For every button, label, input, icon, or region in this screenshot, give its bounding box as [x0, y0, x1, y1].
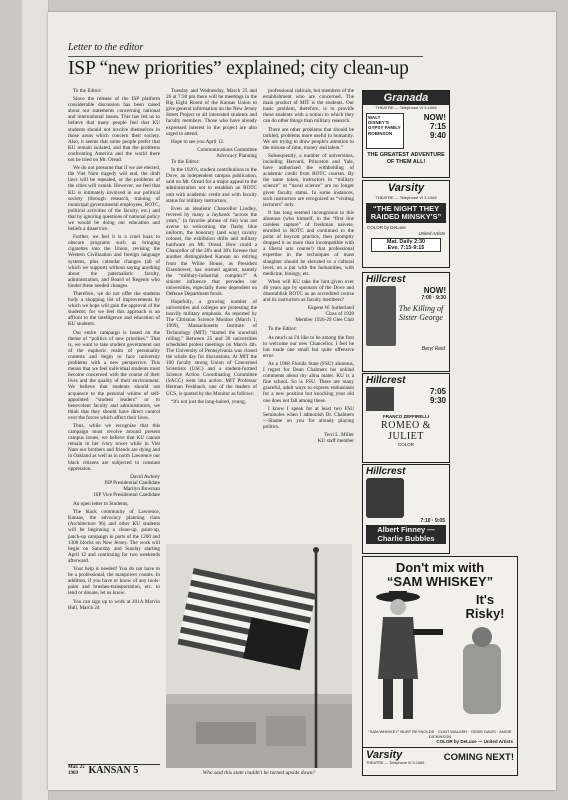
letters-column-2 — [166, 88, 257, 524]
signature-line: Marilyn Bowman — [123, 485, 160, 492]
paragraph: I know I speak for at least two FSU Seminoles when I admonish Dr. Chalmers—Shame on you for already playing politics. — [263, 405, 354, 430]
page-folio — [68, 764, 160, 776]
hillcrest-star: Beryl Reid — [421, 346, 445, 352]
granada-film-poster — [366, 113, 404, 149]
paragraph: Therefore, we do not offer the students body a shopping list of improvements by which we hope will gain the approval of the students; for we feel this approach is an affront to the intelligence and education of KU students. — [68, 291, 160, 328]
sam-varsity-logo: Varsity — [366, 749, 403, 761]
film-still-image — [366, 286, 396, 346]
varsity-tagline: THEATRE — Telephone VI 3-1065 — [375, 195, 437, 200]
sam-varsity-tagline: THEATRE — Telephone VI 3-1065 — [366, 761, 425, 765]
letter-cleanup-body — [68, 501, 160, 611]
signature-line: ISP Vice Presidential Candidate — [93, 492, 160, 498]
page-headline: ISP “new priorities” explained; city clean-up — [68, 58, 409, 79]
paragraph: As much as I'd like to be among the first to welcome our new Chancellor, I feel he has made one small but quite offensive error. — [263, 334, 354, 359]
hillcrest-time: 9:30 — [429, 396, 446, 405]
granada-film-title: GYPSY FAMILY ROBINSON — [368, 125, 401, 136]
hillcrest-film-title: Albert Finney — Charlie Bubbles — [366, 525, 446, 544]
hillcrest-logo: Hillcrest — [366, 466, 406, 477]
signature-line: KU staff member — [317, 438, 354, 445]
sam-small-print: COLOR by DeLuxe — United Artists — [436, 739, 513, 744]
signature-line: Communications Committee — [197, 146, 257, 153]
paragraph: Hope to see you April 12. — [171, 138, 225, 145]
letter-rotc-continued — [263, 88, 354, 303]
paragraph: The black community of Lawrence, Kansas, the advocacy planning class (Architecture 96) and other KU students will be beginning a clean-up, paint-up, patch-up campaign in parts of the 1200 and 1300 blocks on New Jersey. The work will begin on Saturday and Sunday starting April 12 and continuing for two weekends afterward. — [68, 509, 160, 564]
hillcrest-now: NOW! — [423, 286, 446, 295]
paragraph: Subsequently, a number of universities, including Harvard, Princeton and Yale, have authorized the withholding of academic credit from ROTC courses. By the same token, instructors in “military science” or “naval science” are no longer given faculty status. In some instances, such instructors are recognized as “visiting lecturers” only. — [263, 152, 354, 208]
granada-now: NOW! — [423, 113, 446, 122]
signature-line: Member 1926-29 Glee Club — [295, 317, 354, 324]
hillcrest-logo: Hillcrest — [366, 375, 406, 386]
varsity-color: COLOR by DeLuxe — [367, 225, 406, 231]
paragraph: In the 1920's, student contributions to the Dove, an independent campus publication, said on Mt. Oread for a major appeal to the administration not to establish an ROTC unit with academic credit and with faculty status for military instructors. — [166, 167, 257, 204]
hillcrest-logo: Hillcrest — [366, 274, 406, 285]
signature-line: Class of 1928 — [325, 311, 354, 318]
letters-column-3 — [263, 88, 354, 544]
hillcrest-film-title: ROMEO & JULIET — [381, 420, 431, 442]
paragraph: Hopefully, a growing number of universities and colleges are protesting the heavily military emphasis. As reported by The Christian Science Monitor (March 1, 1969), Massachusetts Institute of Technology (MIT) “started the snowball rolling.” Between 25 and 30 universities scheduled protest meetings on March 4th. The University of Pennsylvania was closed the whole day for discussions. At MIT the 100 faculty strong Union of Concerned Scientists (USC) and a student-formed Science Action Coordinating Committee (SACC) went into action. MIT Professor Herman Feshbach, one of the leaders of UCS, is quoted by the Monitor as follows: — [166, 299, 257, 397]
signature-line: Terri L. Miller — [323, 431, 354, 438]
letter-cleanup-continued — [166, 88, 257, 145]
paragraph: Even an idealistic Chancellor Lindley, revered by many a Jayhawk “across the years,” (a favorite phrase of his) was not averse to welcoming the flashy blue uniform, the honorary (and way) cavalry colonel, the exhibition drills and military hardware on Mt. Oread. How could a Chancellor of the 20's and 30's foresee that another distinguished Kansan on retiring from the White House, as President Eisenhower, has warned against, namely the “military-industrial complex?” A sinister influence that pervades our universities, especially those dependent on Defense Department funds. — [166, 205, 257, 297]
signature-line: ISP Presidential Candidate — [104, 479, 160, 486]
varsity-logo: Varsity — [387, 182, 425, 194]
varsity-theatre-ad — [362, 180, 450, 268]
film-still-image — [366, 387, 394, 411]
varsity-distributor: United Artists — [418, 231, 445, 237]
hillcrest-ad-3 — [362, 464, 450, 554]
adjacent-page-edge — [22, 0, 49, 800]
varsity-film-title: “THE NIGHT THEY RAIDED MINSKY'S” — [366, 203, 446, 223]
hillcrest-ad-1 — [362, 272, 450, 372]
hillcrest-color: COLOR — [397, 442, 414, 447]
sam-credits: “SAM WHISKEY” BURT REYNOLDS · CLINT WALKER · OSSIE DAVIS · ANGIE DICKINSON — [368, 729, 512, 739]
paragraph: As a 1968 Florida State (FSU) alumnus, I regret for Dean Chalmers his unkind comments about my alma mater. KU is a fine school. So is FSU. There are many graceful, adult ways to express enthusiasm for a new position but knocking your old one does not fall among these. — [263, 360, 354, 404]
granada-tagline: THEATRE — Telephone VI 3-1065 — [375, 105, 437, 110]
paragraph: You can sign up to work at 201A Marvin Hall, March 24 — [68, 598, 160, 611]
granada-logo: Granada — [363, 91, 449, 105]
letter-fsu-body — [263, 326, 354, 430]
granada-time: 9:40 — [429, 131, 446, 140]
letter-rotc-body — [166, 159, 257, 405]
flag-photo-graphic — [166, 544, 352, 768]
letter-isp-body — [68, 88, 160, 472]
kicker-rule — [68, 56, 423, 57]
folio-page-number: 5 — [133, 765, 139, 776]
paragraph: To the Editor: — [171, 159, 200, 166]
paragraph: To the Editor: — [268, 326, 297, 333]
paragraph: Your help is needed! You do not have to be a professional, the manpower counts. In addition, if you have or know of any tools-paint and brushes-transportation, etc. to lend or donate, let us know. — [68, 566, 160, 597]
folio-paper: KANSAN — [88, 765, 131, 776]
paragraph: professional radicals, but members of the establishment who are concerned. The main product of MIT is the students. Our basic problem, therefore, is to provide these students with a notion to which they can do other things than military research. — [263, 88, 354, 125]
granada-studio: WALT DISNEY'S — [368, 115, 389, 126]
sam-headline-1: Don't mix with — [395, 560, 485, 575]
hillcrest-time: 7:05 — [429, 387, 446, 396]
signature-line: Advocacy Planning — [216, 152, 257, 159]
upside-down-flag-photo — [166, 544, 352, 768]
film-still-image — [366, 478, 404, 518]
section-kicker: Letter to the editor — [68, 42, 144, 53]
hillcrest-times: 7:10 · 9:05 — [420, 518, 445, 524]
paragraph: An open letter to Students, — [73, 501, 129, 508]
paragraph: “It's not just the long-haired, young, — [171, 398, 246, 405]
varsity-matinee: Mat. Daily 2:30 — [386, 239, 426, 246]
hillcrest-times: 7:00 · 9:30 — [421, 295, 446, 301]
sam-coming-next: COMING NEXT! — [443, 751, 514, 763]
signature-line: Eugene W. Sutherland — [307, 305, 354, 312]
varsity-evening: Eve. 7:15-9:15 — [387, 245, 425, 252]
signature-line: David Awbrey — [130, 473, 160, 480]
hillcrest-film-title: The Killing of Sister George — [398, 304, 444, 322]
sam-whiskey-ad — [362, 556, 518, 776]
paragraph: Since the release of the ISP platform considerable discussion has been raised about our statements concerning national and international issues. This has led us to believe that many people feel that KU students should not involve themselves in those areas which concern their society. Also, it seems that some people prefer that KU remain isolated, and that the problems confronting America and the world there not be tried on Mt. Oread. — [68, 96, 160, 164]
paragraph: Further, we feel it is a cruel hoax to obscure programs such as bringing cigarettes into the Union, revising the Western Civilization and foreign language systems, plus calendar changes (all of which we support) without saying anything about the paternalistic faculty, administration, and Board of Regents who hinder these needed changes. — [68, 234, 160, 289]
paragraph: We do not presume that if we are elected, the Viet Nam tragedy will end, the draft laws will be repealed, or the problems of the cities will vanish. However, we feel that KU is intimately involved in our political society (through research, training of municipal governmental employees, ROTC, political activities of the faculty, etc.) and that by ignoring questions of national policy we would be doing our education and beliefs a disservice. — [68, 165, 160, 233]
sam-risky-text: It's Risky! — [465, 592, 505, 621]
granada-time: 7:15 — [429, 122, 446, 131]
folio-date: Mar. 25 1969 — [68, 765, 85, 776]
granada-blurb: THE GREATEST ADVENTURE OF THEM ALL! — [367, 152, 445, 165]
letters-column-1 — [68, 88, 160, 776]
granada-theatre-ad — [362, 90, 450, 178]
paragraph: There are other problems that should be tackled, problems more useful to humanity. We are trying to draw people's attention to the misuse of time, money and talent.” — [263, 126, 354, 151]
sam-headline-2: “SAM WHISKEY” — [386, 574, 494, 589]
paragraph: Thus, while we recognize that this campaign must revolve around present campus issues, we believe that KU cannot remain in her ivory tower while in Viet Nam our brothers and friends are dying and in Oakland as well as in north Lawrence our black citizens are subjected to constant oppression. — [68, 422, 160, 472]
paragraph: Our entire campaign is based on the theme of “politics of new priorities.” That is, we want to take student government out of the euphoric realm of personality contests and begin to face university problems with a new perspective. This means that we feel individual students must become concerned with the course of their lives and the quality of their environment. We believe that students should not acquiesce to the personal whims of self-appointed “student leaders” or to benevolent faculty and administrators, we think that they should have direct control over the forces which affect their lives. — [68, 329, 160, 421]
paragraph: Tuesday and Wednesday, March 25 and 26 at 7:30 pm there will be meetings in the Big Eight Room of the Kansas Union to give general information on the New Jersey Street Project to all interested students and faculty members. Those who have already expressed interest in the project are also urged to attend. — [166, 88, 257, 137]
paragraph: It has long seemed incongruous to this alumnus (who himself, in the “first line careless rapture” of freshman naivete, enrolled in ROTC and continued to the point of boycott practice, then promptly dropped it as more than incompatible with a liberal arts course!) that professional expertise in the techniques of mass slaughter should be elevated to a cultural level, on a par with the humanities, with medicine, biology, etc. — [263, 209, 354, 277]
photo-caption: Who said this state couldn't be turned upside down? — [202, 770, 316, 776]
hillcrest-ad-2 — [362, 373, 450, 463]
paragraph: To the Editor: — [73, 88, 102, 94]
hillcrest-director: FRANCO ZEFFIRELLI — [383, 414, 429, 419]
paragraph: When will KU take the hint given over 40 years ago by sponsors of the Dove and disestablish ROTC as an accredited course and its instructors as faculty members? — [263, 278, 354, 304]
